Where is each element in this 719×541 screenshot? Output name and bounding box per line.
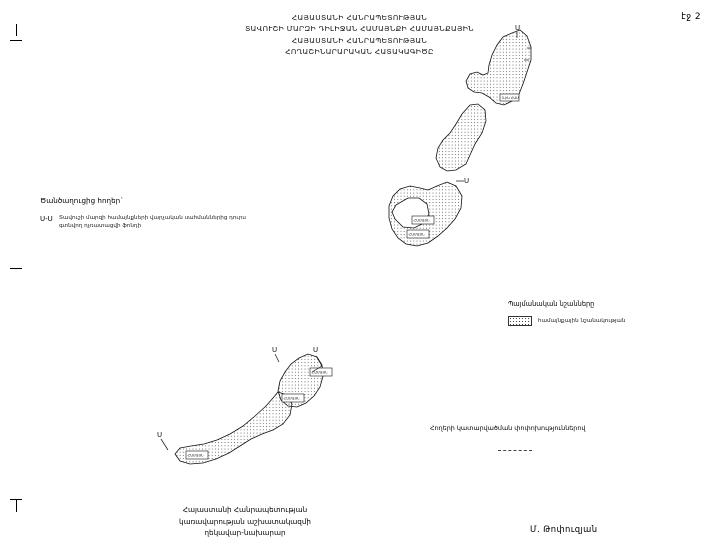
footer-left bbox=[110, 504, 380, 539]
legend-bottom-title: Հողերի կատարվածման փոփոխություններով bbox=[430, 424, 586, 432]
legend-right-text: համայնքային նշանակության bbox=[538, 317, 626, 324]
footer-left-line-2: կառավարության աշխատակազմի bbox=[179, 516, 311, 526]
legend-left-text: Տավուշի մարզի համայնքների վարչական սահմաններից դուրս գտնվող ոչռատացվի ֆոնդի bbox=[59, 215, 246, 230]
footer-signature: Մ. Թոփուզյան bbox=[530, 524, 598, 534]
title-line-4: ՀՈՂԱՇԻՆԱՐԱՐԱԿԱՆ ՀԱՏԱԿԱԳԻԾԸ bbox=[285, 47, 434, 57]
title-line-1: ՀԱՅԱՍՏԱՆԻ ՀԱՆՐԱՊԵՏՈՒԹՅԱՆ bbox=[291, 13, 428, 22]
legend-right-row bbox=[508, 316, 708, 326]
legend-swatch-dotted-icon bbox=[508, 316, 532, 326]
u-marker-south-3-leader bbox=[161, 439, 168, 450]
u-marker-north-1: U bbox=[515, 24, 521, 32]
parcel-north-lower-label-1: ՀԱՄԱՅՆ bbox=[413, 218, 430, 223]
u-marker-south-3: U bbox=[157, 431, 163, 439]
legend-right-title: Պայմանական նշանները bbox=[508, 300, 595, 308]
legend-left-title: Ծանծաղուցից հողեր` bbox=[40, 196, 124, 205]
parcel-south-label-3: ՀԱՄԱՅՆ bbox=[187, 453, 204, 458]
u-marker-south-2: U bbox=[313, 346, 319, 354]
legend-left-row bbox=[40, 214, 270, 231]
title-line-3: ՀԱՅԱՍՏԱՆԻ ՀԱՆՐԱՊԵՏՈՒԹՅԱՆ bbox=[291, 35, 428, 45]
legend-bottom-dash-line-icon bbox=[498, 450, 532, 451]
parcel-north-upper-label: 3-ին ՀԱՄ bbox=[501, 96, 519, 100]
parcel-north-lower-label-2: ՀԱՄԱՅՆ bbox=[408, 232, 425, 237]
parcel-north-mid bbox=[436, 104, 486, 171]
parcel-north-upper bbox=[466, 30, 531, 105]
footer-left-line-1: Հայաստանի Հանրապետության bbox=[182, 505, 308, 514]
footer-left-line-3: ղեկավար-նախարար bbox=[204, 528, 286, 538]
legend-bottom bbox=[430, 424, 660, 451]
u-marker-north-2: U bbox=[464, 177, 470, 185]
u-marker-south-1: U bbox=[272, 346, 278, 354]
parcel-south-label-2: ՀԱՄԱՅՆ bbox=[283, 396, 300, 401]
u-marker-south-1-leader bbox=[275, 354, 279, 362]
legend-left bbox=[40, 196, 270, 231]
page-number: էջ 2 bbox=[681, 12, 701, 22]
legend-right bbox=[508, 300, 708, 326]
title-line-2: ՏԱՎՈՒՇԻ ՄԱՐԶԻ ԴԻԼԻՋԱՆ ՀԱՄԱՅՆՔԻ ՀԱՄԱՅՆՔԱՅԻՆ bbox=[245, 24, 474, 34]
parcel-south-label-1: ՀԱՄԱՅՆ bbox=[311, 370, 328, 375]
legend-left-symbol: U-U bbox=[40, 215, 53, 223]
